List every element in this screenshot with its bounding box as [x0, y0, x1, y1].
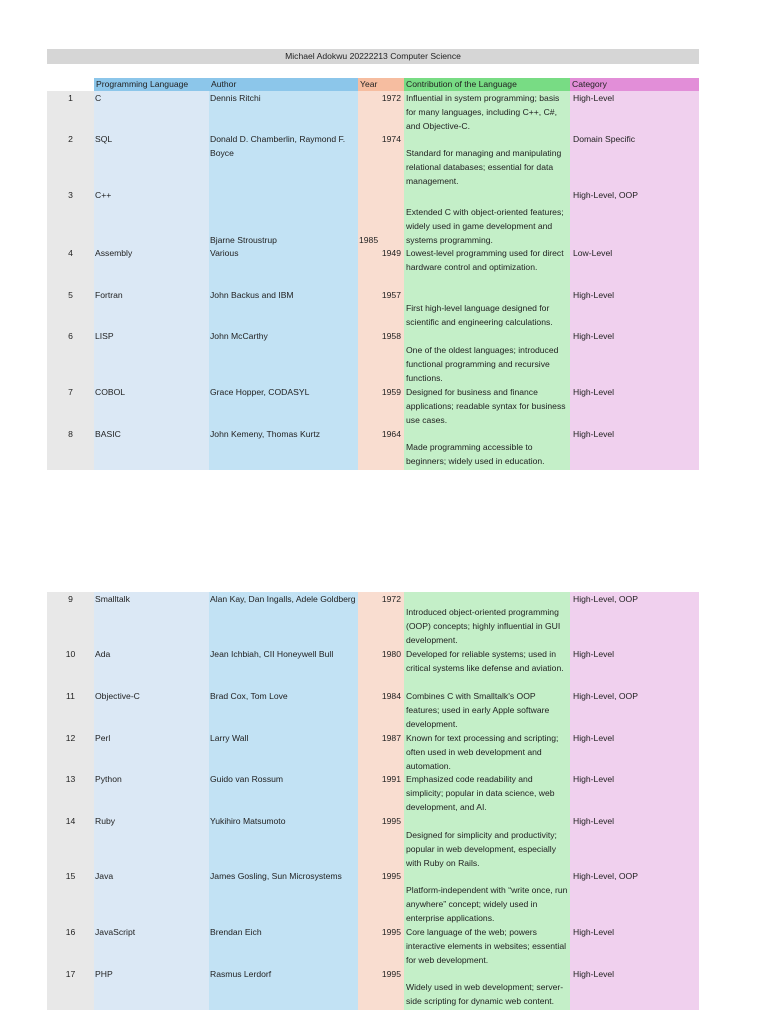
- contribution-cell: First high-level language designed for scientific and engineering calculations.: [406, 303, 553, 327]
- year-cell: 1984: [381, 691, 401, 701]
- year-cell: 1995: [381, 969, 401, 979]
- author-cell: Brendan Eich: [210, 927, 262, 937]
- author-cell: Rasmus Lerdorf: [210, 969, 272, 979]
- year-cell: 1995: [381, 871, 401, 881]
- row-number: 9: [68, 594, 73, 604]
- language-cell: Java: [95, 871, 114, 881]
- row-number: 3: [68, 190, 73, 200]
- row-number: 6: [68, 331, 73, 341]
- row-number: 7: [68, 387, 73, 397]
- language-cell: Smalltalk: [95, 594, 130, 604]
- contribution-cell: Developed for reliable systems; used in critical systems like defense and aviation.: [406, 649, 564, 673]
- author-cell: Bjarne Stroustrup: [210, 235, 277, 245]
- author-cell: Brad Cox, Tom Love: [210, 691, 288, 701]
- language-cell: COBOL: [95, 387, 126, 397]
- row-number: 2: [68, 134, 73, 144]
- category-cell: High-Level, OOP: [573, 871, 638, 881]
- contribution-cell: Platform-independent with “write once, run anywhere” concept; widely used in enterprise applications.: [406, 885, 568, 923]
- year-cell: 1991: [381, 774, 401, 784]
- category-cell: High-Level, OOP: [573, 691, 638, 701]
- contribution-cell: Lowest-level programming used for direct hardware control and optimization.: [406, 248, 564, 272]
- contribution-cell: Known for text processing and scripting; often used in web development and automation.: [406, 733, 559, 771]
- year-cell: 1957: [381, 290, 401, 300]
- row-number: 15: [65, 871, 76, 881]
- language-cell: C: [95, 93, 102, 103]
- row-number: 8: [68, 429, 73, 439]
- row-number: 4: [68, 248, 73, 258]
- language-cell: Ada: [95, 649, 111, 659]
- language-column-bg: [94, 91, 209, 470]
- language-cell: Python: [95, 774, 122, 784]
- author-cell: Yukihiro Matsumoto: [210, 816, 286, 826]
- category-cell: High-Level, OOP: [573, 594, 638, 604]
- contribution-cell: Emphasized code readability and simplicity; popular in data science, web development, and AI.: [406, 774, 555, 812]
- header-year: Year: [358, 78, 404, 91]
- row-number: 12: [65, 733, 76, 743]
- contribution-cell: One of the oldest languages; introduced functional programming and recursive functions.: [406, 345, 559, 383]
- sheet-title: Michael Adokwu 20222213 Computer Science: [47, 49, 699, 64]
- category-cell: Domain Specific: [573, 134, 636, 144]
- row-number: 16: [65, 927, 76, 937]
- language-cell: Perl: [95, 733, 111, 743]
- contribution-cell: Standard for managing and manipulating relational databases; essential for data management.: [406, 148, 562, 186]
- category-cell: High-Level, OOP: [573, 190, 638, 200]
- header-category: Category: [570, 78, 699, 91]
- category-column-bg: [570, 91, 699, 470]
- year-cell: 1972: [381, 594, 401, 604]
- category-cell: High-Level: [573, 331, 615, 341]
- row-number: 10: [65, 649, 76, 659]
- category-cell: High-Level: [573, 93, 615, 103]
- language-cell: JavaScript: [95, 927, 136, 937]
- author-cell: Various: [210, 248, 239, 258]
- author-cell: John McCarthy: [210, 331, 268, 341]
- language-cell: SQL: [95, 134, 113, 144]
- year-cell: 1972: [381, 93, 401, 103]
- contribution-cell: Made programming accessible to beginners; widely used in education.: [406, 442, 545, 466]
- contribution-cell: Combines C with Smalltalk's OOP features; used in early Apple software development.: [406, 691, 550, 729]
- category-cell: High-Level: [573, 969, 615, 979]
- year-cell: 1964: [381, 429, 401, 439]
- language-cell: BASIC: [95, 429, 121, 439]
- contribution-cell: Introduced object-oriented programming (OOP) concepts; highly influential in GUI development.: [406, 607, 561, 645]
- category-cell: Low-Level: [573, 248, 613, 258]
- header-contribution: Contribution of the Language: [404, 78, 570, 91]
- year-cell: 1949: [381, 248, 401, 258]
- category-cell: High-Level: [573, 816, 615, 826]
- category-cell: High-Level: [573, 733, 615, 743]
- author-cell: Dennis Ritchi: [210, 93, 261, 103]
- author-cell: John Backus and IBM: [210, 290, 294, 300]
- category-cell: High-Level: [573, 927, 615, 937]
- year-column-bg: [358, 91, 404, 470]
- author-cell: Larry Wall: [210, 733, 249, 743]
- category-cell: High-Level: [573, 774, 615, 784]
- language-cell: PHP: [95, 969, 113, 979]
- row-number: 5: [68, 290, 73, 300]
- year-cell: 1995: [381, 927, 401, 937]
- year-cell: 1974: [381, 134, 401, 144]
- year-cell: 1985: [359, 235, 379, 245]
- contribution-cell: Designed for simplicity and productivity; popular in web development, especially with Ruby on Rails.: [406, 830, 557, 868]
- header-author: Author: [209, 78, 358, 91]
- row-number: 13: [65, 774, 76, 784]
- category-cell: High-Level: [573, 387, 615, 397]
- author-cell: Jean Ichbiah, CII Honeywell Bull: [210, 649, 334, 659]
- year-cell: 1980: [381, 649, 401, 659]
- year-cell: 1958: [381, 331, 401, 341]
- contribution-cell: Influential in system programming; basis for many languages, including C++, C#, and Objective-C.: [406, 93, 560, 131]
- language-cell: C++: [95, 190, 112, 200]
- category-cell: High-Level: [573, 649, 615, 659]
- row-number: 1: [68, 93, 73, 103]
- language-cell: LISP: [95, 331, 114, 341]
- contribution-cell: Widely used in web development; server-side scripting for dynamic web content.: [406, 982, 564, 1006]
- author-cell: James Gosling, Sun Microsystems: [210, 871, 342, 881]
- contribution-cell: Core language of the web; powers interactive elements in websites; essential for web development.: [406, 927, 567, 965]
- year-cell: 1959: [381, 387, 401, 397]
- header-language: Programming Language: [94, 78, 209, 91]
- language-cell: Assembly: [95, 248, 133, 258]
- author-cell: Donald D. Chamberlin, Raymond F. Boyce: [210, 134, 346, 158]
- author-cell: Grace Hopper, CODASYL: [210, 387, 310, 397]
- year-cell: 1995: [381, 816, 401, 826]
- author-cell: Guido van Rossum: [210, 774, 284, 784]
- year-cell: 1987: [381, 733, 401, 743]
- category-cell: High-Level: [573, 429, 615, 439]
- contribution-cell: Extended C with object-oriented features; widely used in game development and systems programming.: [406, 207, 564, 245]
- language-cell: Fortran: [95, 290, 123, 300]
- contribution-cell: Designed for business and finance applications; readable syntax for business use cases.: [406, 387, 566, 425]
- language-cell: Ruby: [95, 816, 116, 826]
- row-number: 17: [65, 969, 76, 979]
- author-cell: Alan Kay, Dan Ingalls, Adele Goldberg: [210, 594, 356, 604]
- author-cell: John Kemeny, Thomas Kurtz: [210, 429, 321, 439]
- category-cell: High-Level: [573, 290, 615, 300]
- row-number: 11: [66, 691, 75, 701]
- row-number: 14: [65, 816, 76, 826]
- language-cell: Objective-C: [95, 691, 140, 701]
- number-column-bg: [47, 91, 94, 470]
